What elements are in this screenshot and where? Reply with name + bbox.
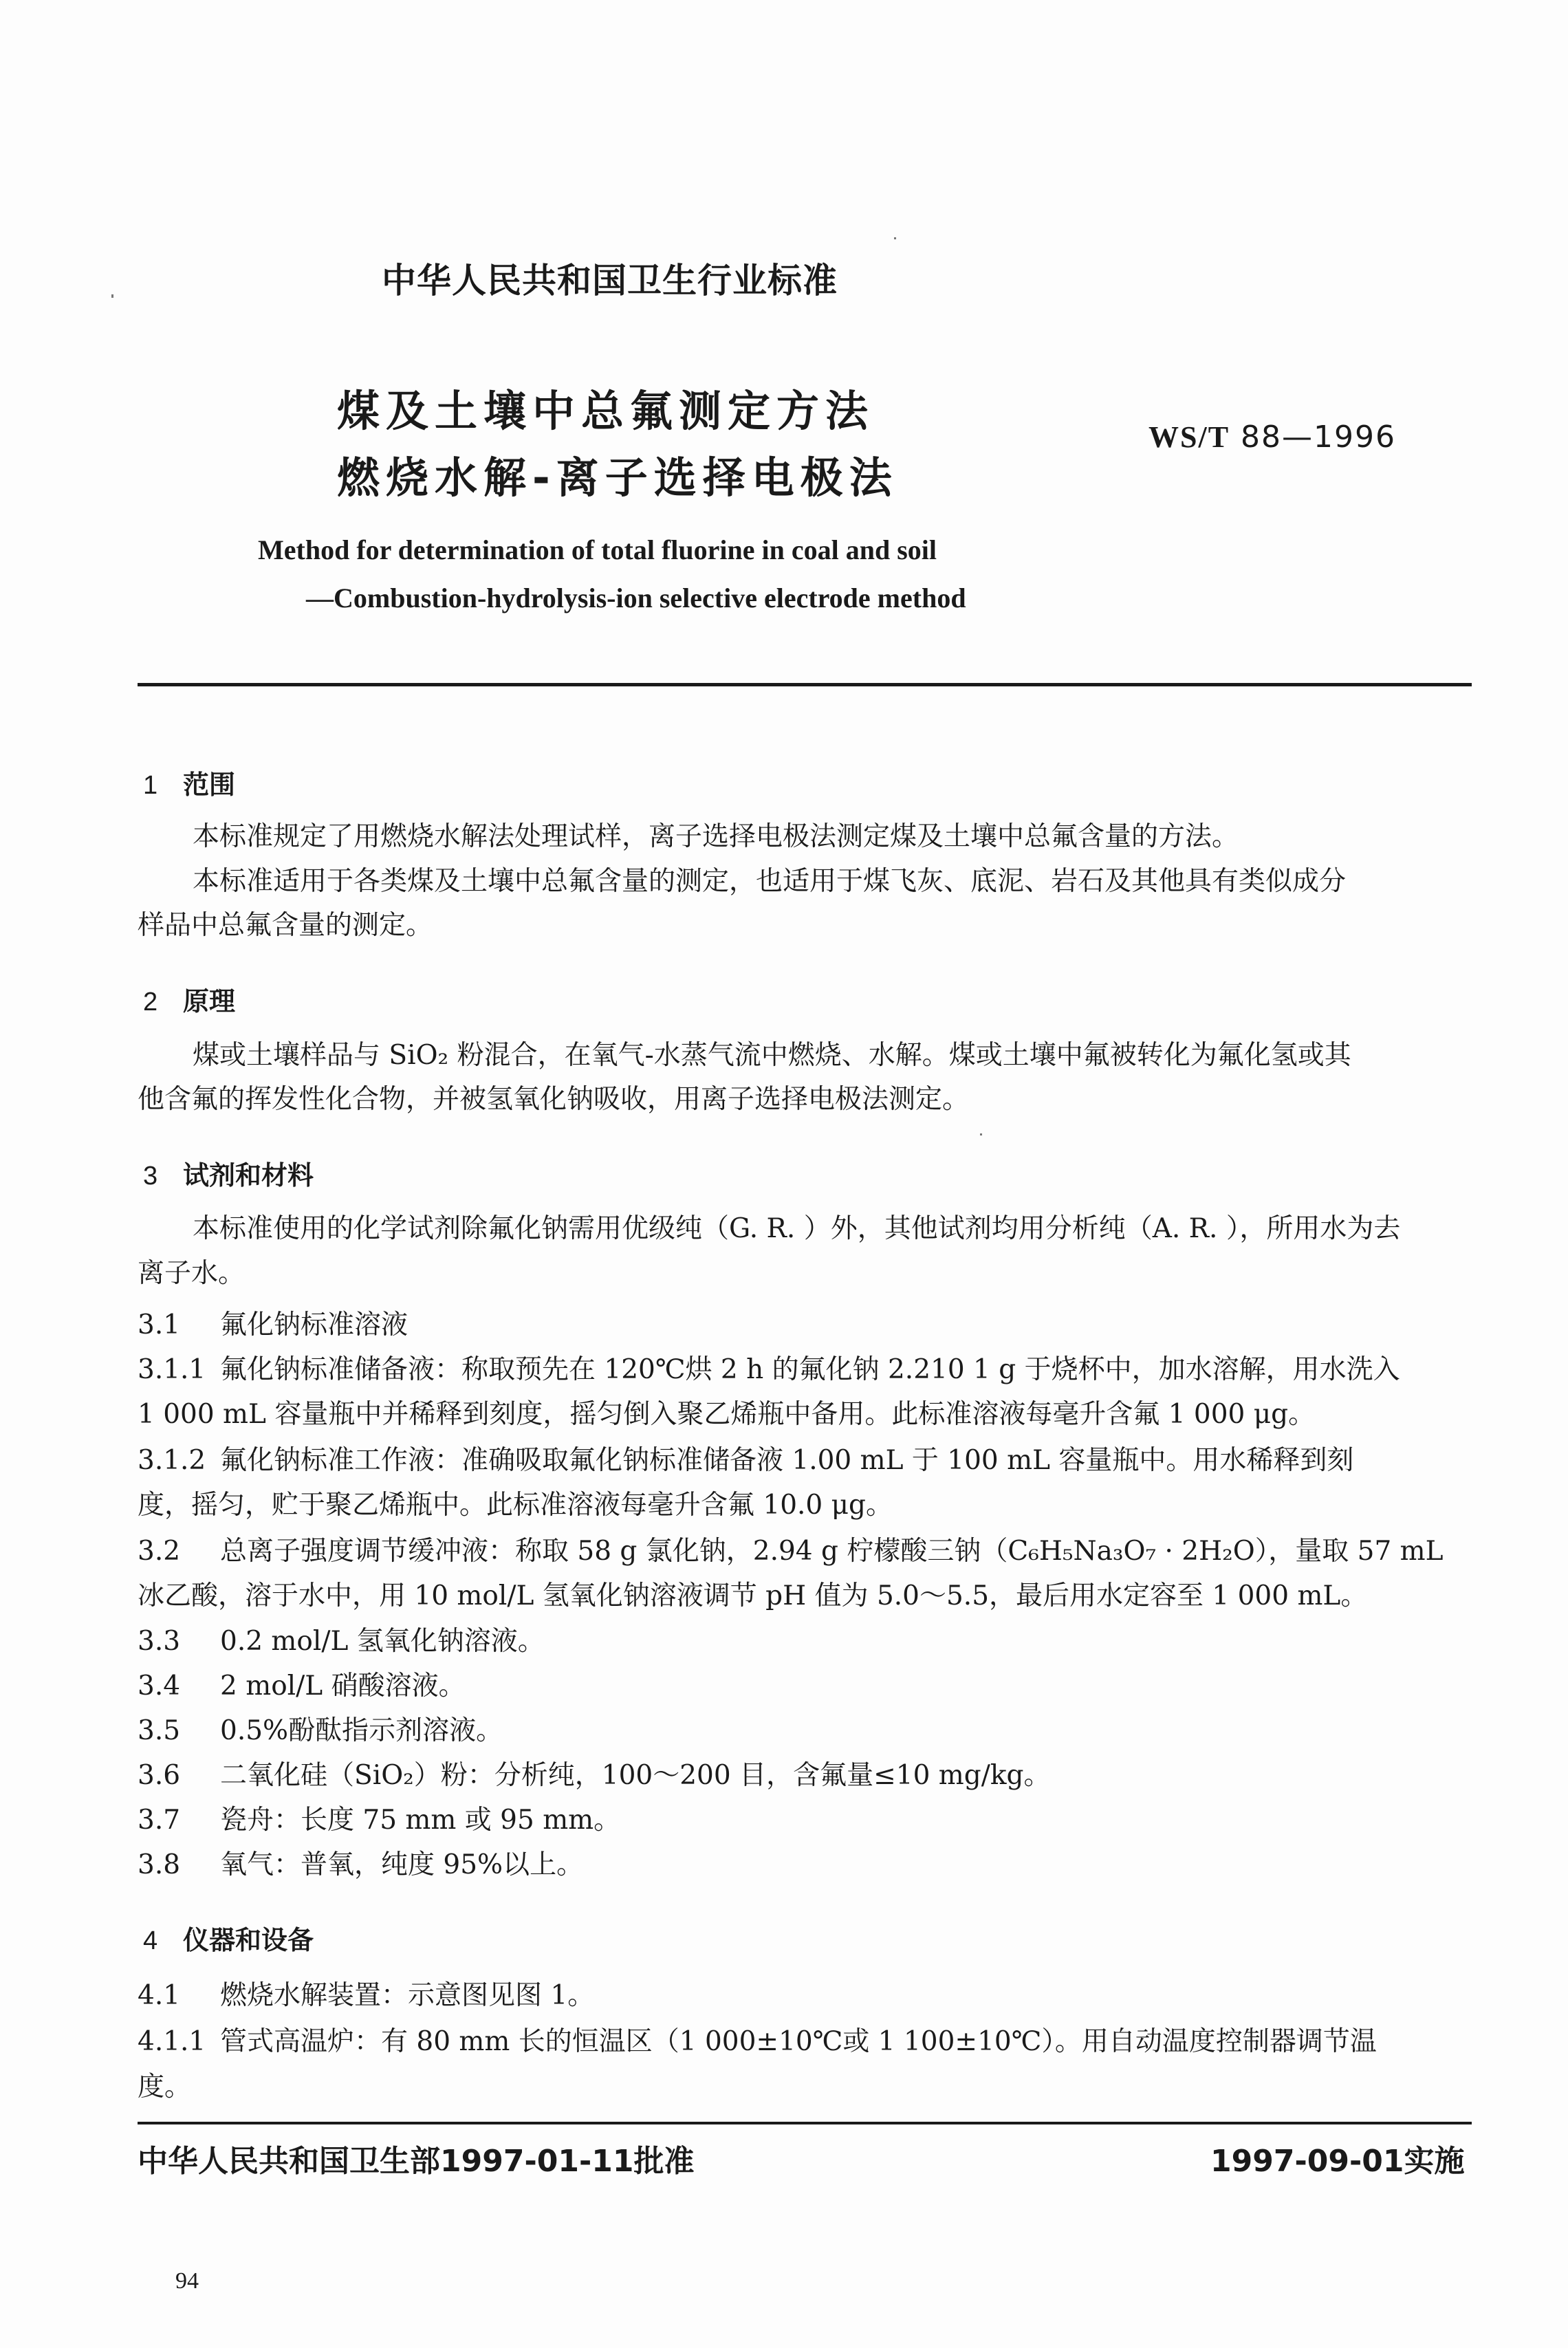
- standard-code: [1148, 420, 1396, 455]
- standard-code-number: 88—1996: [1241, 420, 1397, 455]
- footer-divider: [138, 2122, 1472, 2124]
- approval-statement: 中华人民共和国卫生部1997-01-11批准: [138, 2144, 695, 2179]
- section-heading-reagents: 3 试剂和材料: [143, 1160, 314, 1191]
- clause-4-1-1-continuation: 度。: [138, 2072, 192, 2102]
- document-title-line2: 燃烧水解-离子选择电极法: [337, 453, 898, 503]
- issuing-organization: 中华人民共和国卫生行业标准: [382, 261, 838, 301]
- scan-speck: [980, 1133, 982, 1135]
- section-heading-scope: 1 范围: [143, 770, 236, 800]
- section-heading-apparatus: 4 仪器和设备: [143, 1925, 314, 1955]
- clause-3-1-1-continuation: 1 000 mL 容量瓶中并稀释到刻度，摇匀倒入聚乙烯瓶中备用。此标准溶液每毫升含氟 1 000 μg。: [138, 1399, 1316, 1430]
- clause-3-1: 3.1 氟化钠标准溶液: [138, 1309, 409, 1340]
- english-title-line1: Method for determination of total fluorine in coal and soil: [258, 534, 937, 565]
- clause-3-8: 3.8 氧气：普氧，纯度 95%以上。: [138, 1849, 584, 1880]
- paragraph: 煤或土壤样品与 SiO₂ 粉混合，在氧气-水蒸气流中燃烧、水解。煤或土壤中氟被转化为氟化氢或其: [193, 1040, 1351, 1071]
- standard-code-prefix: WS/T: [1148, 420, 1230, 454]
- page-number: 94: [175, 2268, 199, 2294]
- header-divider: [138, 683, 1472, 686]
- english-title-line2: —Combustion-hydrolysis-ion selective electrode method: [306, 583, 966, 613]
- clause-4-1: 4.1 燃烧水解装置：示意图见图 1。: [138, 1980, 595, 2011]
- paragraph: 本标准适用于各类煤及土壤中总氟含量的测定，也适用于煤飞灰、底泥、岩石及其他具有类似成分: [193, 866, 1347, 897]
- paragraph-continuation: 样品中总氟含量的测定。: [138, 910, 433, 941]
- clause-3-1-2-continuation: 度，摇匀，贮于聚乙烯瓶中。此标准溶液每毫升含氟 10.0 μg。: [138, 1490, 893, 1521]
- clause-3-4: 3.4 2 mol/L 硝酸溶液。: [138, 1671, 466, 1702]
- implementation-date: 1997-09-01实施: [1210, 2144, 1465, 2179]
- clause-3-1-2: 3.1.2 氟化钠标准工作液：准确吸取氟化钠标准储备液 1.00 mL 于 100 mL 容量瓶中。用水稀释到刻: [138, 1445, 1354, 1476]
- paragraph: 本标准使用的化学试剂除氟化钠需用优级纯（G. R. ）外，其他试剂均用分析纯（A. R. ），所用水为去: [193, 1213, 1401, 1244]
- clause-3-5: 3.5 0.5%酚酞指示剂溶液。: [138, 1715, 503, 1746]
- clause-3-2: 3.2 总离子强度调节缓冲液：称取 58 g 氯化钠，2.94 g 柠檬酸三钠（C₆H₅Na₃O₇ · 2H₂O），量取 57 mL: [138, 1536, 1444, 1567]
- paragraph-continuation: 离子水。: [138, 1258, 246, 1289]
- clause-3-2-continuation: 冰乙酸，溶于水中，用 10 mol/L 氢氧化钠溶液调节 pH 值为 5.0～5.5，最后用水定容至 1 000 mL。: [138, 1580, 1368, 1611]
- paragraph: 本标准规定了用燃烧水解法处理试样，离子选择电极法测定煤及土壤中总氟含量的方法。: [193, 821, 1239, 852]
- clause-3-7: 3.7 瓷舟：长度 75 mm 或 95 mm。: [138, 1805, 621, 1836]
- clause-3-1-1: 3.1.1 氟化钠标准储备液：称取预先在 120℃烘 2 h 的氟化钠 2.210 1 g 于烧杯中，加水溶解，用水洗入: [138, 1354, 1400, 1385]
- paragraph-continuation: 他含氟的挥发性化合物，并被氢氧化钠吸收，用离子选择电极法测定。: [138, 1084, 970, 1115]
- scan-speck: [111, 294, 113, 298]
- document-title-line1: 煤及土壤中总氟测定方法: [337, 386, 875, 436]
- section-heading-principle: 2 原理: [143, 986, 236, 1017]
- scan-speck: [894, 237, 896, 239]
- clause-3-6: 3.6 二氧化硅（SiO₂）粉：分析纯，100～200 目，含氟量≤10 mg/kg。: [138, 1760, 1051, 1791]
- clause-3-3: 3.3 0.2 mol/L 氢氧化钠溶液。: [138, 1626, 545, 1657]
- clause-4-1-1: 4.1.1 管式高温炉：有 80 mm 长的恒温区（1 000±10℃或 1 100±10℃）。用自动温度控制器调节温: [138, 2026, 1377, 2057]
